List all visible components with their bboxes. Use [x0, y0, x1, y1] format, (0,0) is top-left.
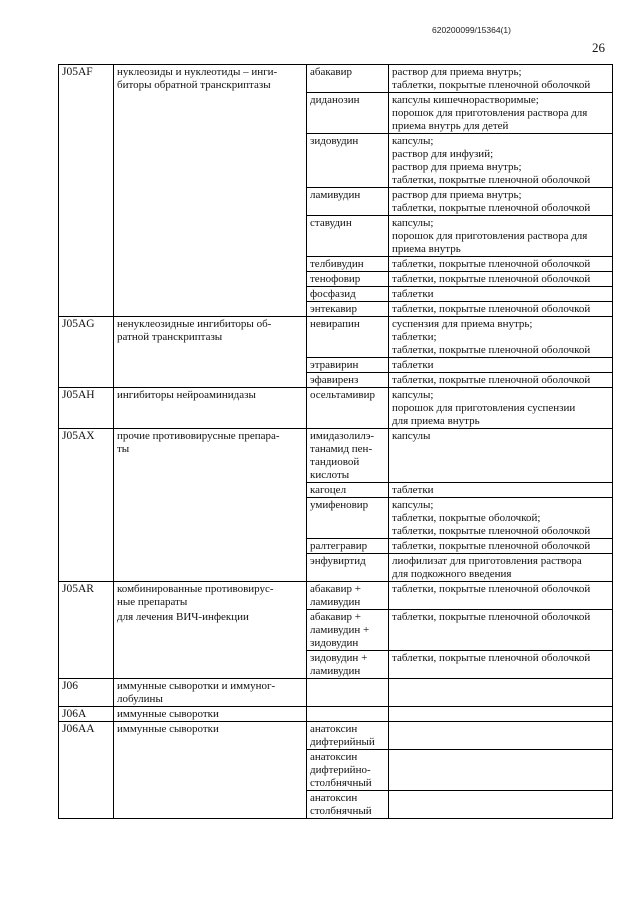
page-number: 26	[592, 40, 605, 55]
table-row	[59, 582, 613, 610]
dosage-form-cell: таблетки, покрытые пленочной оболочкой	[389, 302, 613, 317]
drug-name-cell: телбивудин	[307, 257, 389, 272]
dosage-form-cell: таблетки, покрытые пленочной оболочкой	[389, 272, 613, 287]
dosage-form-cell: таблетки	[389, 483, 613, 498]
atc-code-cell: J05AH	[59, 388, 114, 429]
drug-name-cell	[307, 679, 389, 707]
atc-code-cell: J05AX	[59, 429, 114, 582]
dosage-form-cell: таблетки	[389, 358, 613, 373]
dosage-form-cell: капсулы	[389, 429, 613, 483]
group-name-cell: комбинированные противовирус- ные препараты	[114, 582, 307, 610]
table-row	[59, 65, 613, 93]
table-row	[59, 317, 613, 358]
dosage-form-cell: капсулы; таблетки, покрытые оболочкой; таблетки, покрытые пленочной оболочкой	[389, 498, 613, 539]
drug-name-cell: ламивудин	[307, 188, 389, 216]
dosage-form-cell: таблетки, покрытые пленочной оболочкой	[389, 539, 613, 554]
atc-code-cell: J05AR	[59, 582, 114, 679]
dosage-form-cell: таблетки, покрытые пленочной оболочкой	[389, 373, 613, 388]
atc-code-cell: J05AG	[59, 317, 114, 388]
drug-name-cell: анатоксин дифтерийный	[307, 722, 389, 750]
drug-name-cell: осельтамивир	[307, 388, 389, 429]
group-name-cell: иммунные сыворотки и иммуног- лобулины	[114, 679, 307, 707]
drug-name-cell: абакавир + ламивудин + зидовудин	[307, 610, 389, 651]
dosage-form-cell: таблетки, покрытые пленочной оболочкой	[389, 582, 613, 610]
drug-name-cell: зидовудин + ламивудин	[307, 651, 389, 679]
dosage-form-cell	[389, 722, 613, 750]
drug-name-cell: тенофовир	[307, 272, 389, 287]
drug-name-cell: имидазолилэ- танамид пен- тандиовой кислоты	[307, 429, 389, 483]
dosage-form-cell	[389, 791, 613, 819]
dosage-form-cell	[389, 707, 613, 722]
drug-name-cell: анатоксин столбнячный	[307, 791, 389, 819]
dosage-form-cell: таблетки	[389, 287, 613, 302]
table-row	[59, 610, 613, 651]
dosage-form-cell: капсулы; раствор для инфузий; раствор для приема внутрь; таблетки, покрытые пленочной оболочкой	[389, 134, 613, 188]
dosage-form-cell: таблетки, покрытые пленочной оболочкой	[389, 257, 613, 272]
drug-name-cell: энтекавир	[307, 302, 389, 317]
dosage-form-cell: капсулы; порошок для приготовления раствора для приема внутрь	[389, 216, 613, 257]
drug-name-cell: фосфазид	[307, 287, 389, 302]
atc-code-cell: J05AF	[59, 65, 114, 317]
table-row	[59, 679, 613, 707]
dosage-form-cell: лиофилизат для приготовления раствора для подкожного введения	[389, 554, 613, 582]
document-id: 620200099/15364(1)	[432, 25, 511, 35]
group-name-cell: ингибиторы нейроаминидазы	[114, 388, 307, 429]
dosage-form-cell: раствор для приема внутрь; таблетки, покрытые пленочной оболочкой	[389, 65, 613, 93]
dosage-form-cell: таблетки, покрытые пленочной оболочкой	[389, 610, 613, 651]
dosage-form-cell	[389, 750, 613, 791]
drug-name-cell: абакавир + ламивудин	[307, 582, 389, 610]
table-row	[59, 388, 613, 429]
dosage-form-cell: капсулы кишечнорастворимые; порошок для приготовления раствора для приема внутрь для детей	[389, 93, 613, 134]
drug-name-cell: умифеновир	[307, 498, 389, 539]
table-row	[59, 429, 613, 483]
group-name-cell: нуклеозиды и нуклеотиды – инги- биторы обратной транскриптазы	[114, 65, 307, 317]
dosage-form-cell: раствор для приема внутрь; таблетки, покрытые пленочной оболочкой	[389, 188, 613, 216]
group-name-cell: ненуклеозидные ингибиторы об- ратной транскриптазы	[114, 317, 307, 388]
group-name-cell: иммунные сыворотки	[114, 707, 307, 722]
table-row	[59, 707, 613, 722]
drug-name-cell: эфавиренз	[307, 373, 389, 388]
table-row	[59, 722, 613, 750]
drug-name-cell: абакавир	[307, 65, 389, 93]
drug-name-cell: анатоксин дифтерийно- столбнячный	[307, 750, 389, 791]
drug-name-cell	[307, 707, 389, 722]
group-name-continuation-cell: для лечения ВИЧ-инфекции	[114, 610, 307, 679]
drug-table	[58, 64, 613, 819]
dosage-form-cell: капсулы; порошок для приготовления суспензии для приема внутрь	[389, 388, 613, 429]
dosage-form-cell: суспензия для приема внутрь; таблетки; таблетки, покрытые пленочной оболочкой	[389, 317, 613, 358]
drug-name-cell: кагоцел	[307, 483, 389, 498]
drug-name-cell: диданозин	[307, 93, 389, 134]
drug-name-cell: невирапин	[307, 317, 389, 358]
atc-code-cell: J06AA	[59, 722, 114, 819]
drug-name-cell: этравирин	[307, 358, 389, 373]
group-name-cell: прочие противовирусные препара- ты	[114, 429, 307, 582]
atc-code-cell: J06	[59, 679, 114, 707]
group-name-cell: иммунные сыворотки	[114, 722, 307, 819]
atc-code-cell: J06A	[59, 707, 114, 722]
drug-name-cell: ставудин	[307, 216, 389, 257]
drug-name-cell: энфувиртид	[307, 554, 389, 582]
dosage-form-cell	[389, 679, 613, 707]
dosage-form-cell: таблетки, покрытые пленочной оболочкой	[389, 651, 613, 679]
drug-name-cell: зидовудин	[307, 134, 389, 188]
drug-name-cell: ралтегравир	[307, 539, 389, 554]
